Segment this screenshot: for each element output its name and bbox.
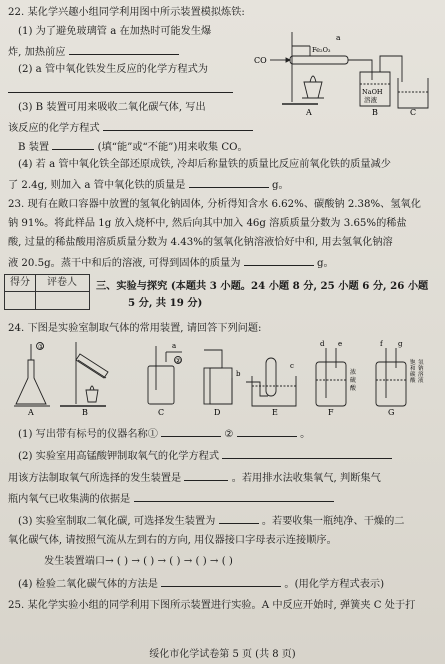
g-reagent-5: 氢: [418, 360, 424, 366]
q23-line3: 酸, 过量的稀盐酸用溶质质量分数为 4.43%的氢氧化钠溶液恰好中和, 用去氢氧化钠溶: [8, 237, 393, 248]
beaker-c: [398, 78, 428, 108]
fig-label-d: D: [214, 408, 221, 416]
q22-part3-answer-blank[interactable]: [103, 120, 253, 131]
q23-line4: [8, 255, 334, 270]
q24-part3-line1: [18, 513, 404, 528]
q24-part3-suffix: 。若要收集一瓶纯净、干燥的二: [261, 516, 405, 527]
q23-answer-blank[interactable]: [244, 255, 314, 266]
q22-part1-answer-blank[interactable]: [69, 44, 179, 55]
fig-label-f: F: [328, 408, 334, 416]
q25-line1: 25. 某化学实验小组的同学利用下图所示装置进行实验。A 中反应开始时, 弹簧夹 C 处于打: [8, 600, 416, 611]
q24-part3-blank[interactable]: [219, 513, 259, 524]
q22-part4-line2: [8, 177, 289, 192]
port-g: g: [398, 340, 403, 348]
apparatus-f-bottle: [316, 362, 346, 406]
f-reagent-2: 硫: [350, 377, 357, 384]
g-reagent-2: 和: [410, 366, 416, 372]
glass-tube-a: [290, 56, 348, 64]
q24-part2-line2: [8, 470, 381, 485]
port-b: b: [236, 370, 241, 378]
q24-part2-line1: [18, 448, 392, 463]
q24-part2-equation-blank[interactable]: [222, 448, 392, 459]
port-f: f: [380, 340, 383, 348]
fig-label-a: A: [28, 408, 34, 416]
fig-label-b: B: [82, 408, 88, 416]
reviewer-label: 评卷人: [47, 277, 77, 288]
q24-part1-blank-2[interactable]: [237, 426, 297, 437]
label-b: B: [372, 108, 378, 117]
g-reagent-4: 酸: [410, 378, 416, 384]
f-reagent-1: 浓: [350, 369, 357, 376]
q22-part1-line2: [8, 44, 179, 59]
port-e: e: [338, 340, 343, 348]
q22-part2-answer-blank[interactable]: [8, 82, 233, 93]
q23-prefix: 液 20.5g。蒸干中和后的溶液, 可得到固体的质量为: [8, 258, 241, 269]
q24-apparatus-figure: [14, 338, 434, 416]
g-reagent-1: 饱: [410, 360, 416, 366]
q24-part1-mid: ②: [224, 429, 234, 440]
apparatus-c-bottle: [148, 366, 174, 404]
fig-label-g: G: [388, 408, 395, 416]
q24-part4-prefix: (4) 检验二氧化碳气体的方法是: [18, 579, 158, 590]
q22-part2-line2: [8, 82, 233, 97]
label-num-2: ②: [175, 357, 182, 365]
apparatus-e-trough: [252, 376, 296, 406]
q24-part3-line3: 发生装置端口→ ( ) → ( ) → ( ) → ( ) → ( ): [44, 556, 233, 567]
q24-part4-blank[interactable]: [161, 576, 281, 587]
q24-stem: 24. 下图是实验室制取气体的常用装置, 请回答下列问题:: [8, 323, 262, 334]
q22-part2-line1: (2) a 管中氧化铁发生反应的化学方程式为: [18, 64, 208, 75]
section-title-line1: 三、实验与探究 (本题共 3 小题。24 小题 8 分, 25 小题 6 分, 26 小题: [96, 280, 429, 292]
q22-part4-prefix: 了 2.4g, 则加入 a 管中氧化铁的质量是: [8, 180, 186, 191]
q22-part3-line1: (3) B 装置可用来吸收二氧化碳气体, 写出: [18, 102, 206, 113]
label-a: A: [306, 108, 312, 117]
g-reagent-8: 液: [418, 378, 424, 384]
q24-part2-line3: [8, 491, 334, 506]
q24-part4: [18, 576, 384, 591]
fig-label-c: C: [158, 408, 165, 416]
q22-part4-answer-blank[interactable]: [189, 177, 269, 188]
q22-part1-line1: (1) 为了避免玻璃管 a 在加热时可能发生爆: [18, 26, 212, 37]
q22-part3-line2: [8, 120, 253, 135]
q22-part3c-suffix: (填“能”或“不能”)用来收集 CO。: [97, 142, 248, 153]
port-d: d: [320, 340, 325, 348]
q24-part2b-suffix: 。若用排水法收集氧气, 判断集气: [231, 473, 381, 484]
fe2o3-label: Fe₂O₃: [312, 46, 331, 54]
q22-apparatus-figure: [252, 22, 432, 117]
section-title-line2: 5 分, 共 19 分): [128, 297, 203, 309]
q24-part1: [18, 426, 310, 441]
apparatus-g-bottle: [376, 362, 406, 406]
label-c: C: [410, 108, 417, 117]
q22-part3-prefix: 该反应的化学方程式: [8, 123, 100, 134]
q24-part1-prefix: (1) 写出带有标号的仪器名称①: [18, 429, 158, 440]
port-a: a: [172, 342, 177, 350]
naoh-label-1: NaOH: [362, 88, 383, 96]
f-reagent-3: 酸: [350, 385, 357, 392]
q24-part2b-prefix: 用该方法制取氧气所选择的发生装置是: [8, 473, 182, 484]
tube-a-label: a: [336, 33, 341, 42]
q24-part3-prefix: (3) 实验室制取二氧化碳, 可选择发生装置为: [18, 516, 216, 527]
q24-part1-suffix: 。: [300, 429, 311, 440]
q23-line2: 钠 91%。将此样品 1g 放入烧杯中, 然后向其中加入 46g 溶质质量分数为 3.65%的稀盐: [8, 218, 407, 229]
naoh-label-2: 溶液: [364, 96, 377, 104]
q24-part2-prefix: (2) 实验室用高锰酸钾制取氧气的化学方程式: [18, 451, 220, 462]
apparatus-a-flask: [16, 360, 46, 404]
label-num-1: ①: [38, 343, 45, 351]
port-c: c: [290, 362, 294, 370]
q24-part3-line2: 氧化碳气体, 请按照气流从左到右的方向, 用仪器接口字母表示连接顺序。: [8, 535, 337, 546]
q22-part3c-prefix: B 装置: [18, 142, 50, 153]
q22-part1-prefix: 炸, 加热前应: [8, 47, 66, 58]
score-label: 得分: [5, 275, 36, 291]
q23-line1: 23. 现有在敞口容器中放置的氢氧化钠固体, 分析得知含水 6.62%、碳酸钠 2.38%、氢氧化: [8, 199, 421, 210]
fig-label-e: E: [272, 408, 278, 416]
q24-part2c-blank[interactable]: [134, 491, 334, 502]
co-label: CO: [254, 56, 267, 65]
score-box: [4, 274, 90, 310]
q23-suffix: g。: [316, 258, 334, 269]
q22-part4-line1: (4) 若 a 管中氧化铁全部还原成铁, 冷却后称量铁的质量比反应前氧化铁的质量减少: [18, 159, 391, 170]
q22-part3-line3: [18, 139, 248, 154]
g-reagent-6: 钠: [418, 366, 424, 372]
q24-part1-blank-1[interactable]: [161, 426, 221, 437]
q24-part2c-prefix: 瓶内氧气已收集满的依据是: [8, 494, 131, 505]
page-footer: 绥化市化学试卷第 5 页 (共 8 页): [149, 649, 296, 660]
q24-part4-suffix: 。(用化学方程式表示): [284, 579, 385, 590]
q22-stem: 22. 某化学兴趣小组同学利用图中所示装置模拟炼铁:: [8, 7, 245, 18]
g-reagent-3: 碳: [410, 372, 416, 378]
q22-part3c-answer-blank[interactable]: [52, 139, 94, 150]
g-reagent-7: 溶: [418, 372, 424, 378]
q24-part2b-blank[interactable]: [184, 470, 228, 481]
q22-part4-suffix: g。: [271, 180, 289, 191]
